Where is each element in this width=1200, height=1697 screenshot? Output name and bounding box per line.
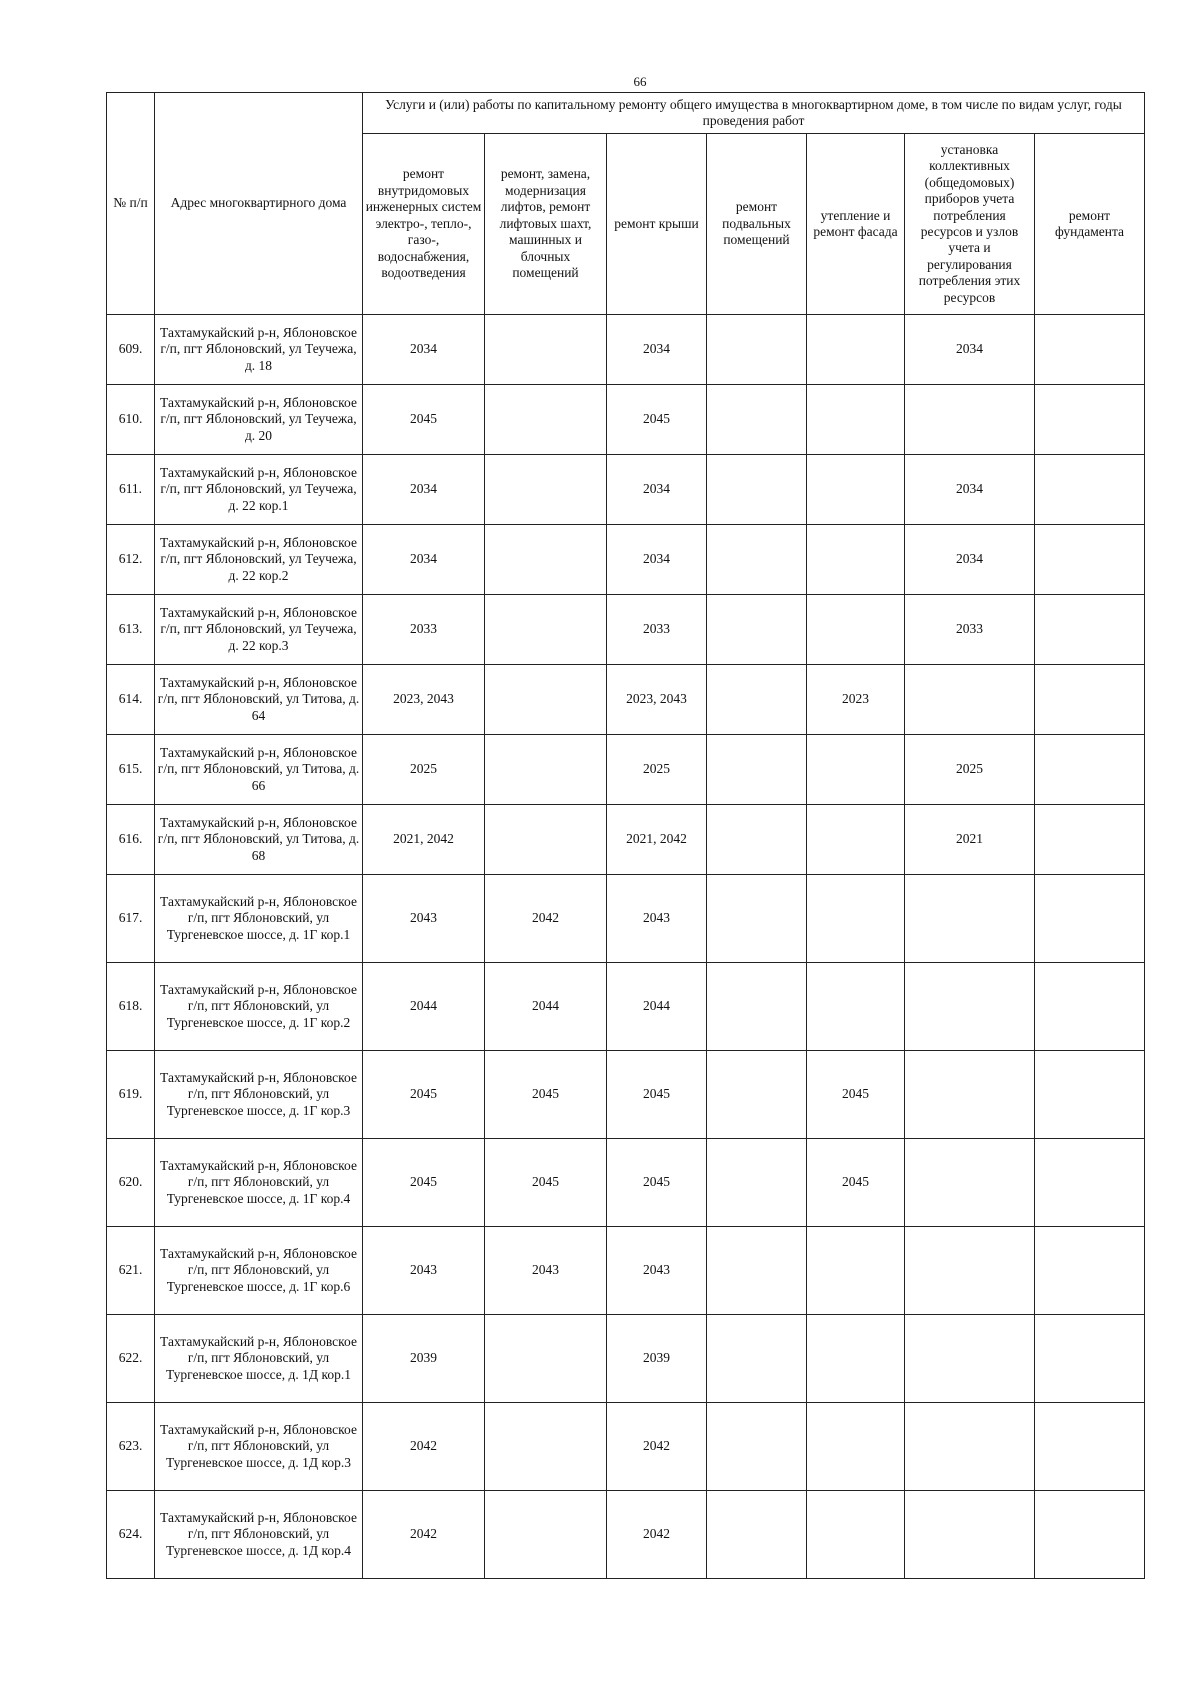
cell-engineering-systems: 2042 [363,1491,485,1579]
cell-roof: 2045 [607,385,707,455]
cell-roof: 2045 [607,1051,707,1139]
cell-roof: 2043 [607,875,707,963]
cell-facade: 2045 [807,1051,905,1139]
cell-roof: 2034 [607,315,707,385]
cell-engineering-systems: 2034 [363,315,485,385]
header-number: № п/п [107,93,155,315]
cell-foundation [1035,385,1145,455]
row-address: Тахтамукайский р-н, Яблоновское г/п, пгт Яблоновский, ул Титова, д. 68 [155,805,363,875]
row-number: 615. [107,735,155,805]
cell-basement [707,1403,807,1491]
row-number: 622. [107,1315,155,1403]
cell-engineering-systems: 2045 [363,385,485,455]
cell-engineering-systems: 2021, 2042 [363,805,485,875]
cell-roof: 2033 [607,595,707,665]
row-address: Тахтамукайский р-н, Яблоновское г/п, пгт Яблоновский, ул Тургеневское шоссе, д. 1Г кор.3 [155,1051,363,1139]
row-address: Тахтамукайский р-н, Яблоновское г/п, пгт Яблоновский, ул Теучежа, д. 20 [155,385,363,455]
cell-elevators [485,315,607,385]
header-engineering-systems: ремонт внутридомовых инженерных систем электро-, тепло-, газо-, водоснабжения, водоотведения [363,134,485,315]
page-number: 66 [633,74,647,89]
cell-elevators [485,1315,607,1403]
row-address: Тахтамукайский р-н, Яблоновское г/п, пгт Яблоновский, ул Титова, д. 64 [155,665,363,735]
cell-roof: 2043 [607,1227,707,1315]
cell-roof: 2023, 2043 [607,665,707,735]
cell-basement [707,455,807,525]
cell-roof: 2042 [607,1403,707,1491]
cell-engineering-systems: 2034 [363,455,485,525]
cell-facade [807,1227,905,1315]
row-address: Тахтамукайский р-н, Яблоновское г/п, пгт Яблоновский, ул Теучежа, д. 22 кор.1 [155,455,363,525]
row-number: 621. [107,1227,155,1315]
cell-basement [707,665,807,735]
cell-facade [807,963,905,1051]
cell-basement [707,1315,807,1403]
cell-facade: 2045 [807,1139,905,1227]
row-number: 620. [107,1139,155,1227]
cell-elevators [485,735,607,805]
cell-elevators [485,455,607,525]
table-row [107,665,1145,735]
cell-meters: 2021 [905,805,1035,875]
cell-basement [707,595,807,665]
cell-facade [807,1491,905,1579]
cell-meters [905,385,1035,455]
cell-basement [707,735,807,805]
cell-roof: 2034 [607,525,707,595]
cell-meters: 2034 [905,525,1035,595]
cell-foundation [1035,1139,1145,1227]
table-row [107,1051,1145,1139]
cell-elevators: 2045 [485,1139,607,1227]
header-roof: ремонт крыши [607,134,707,315]
row-number: 619. [107,1051,155,1139]
row-address: Тахтамукайский р-н, Яблоновское г/п, пгт Яблоновский, ул Тургеневское шоссе, д. 1Г кор.1 [155,875,363,963]
cell-meters: 2034 [905,455,1035,525]
table-row [107,1227,1145,1315]
table-row [107,455,1145,525]
row-number: 623. [107,1403,155,1491]
cell-engineering-systems: 2044 [363,963,485,1051]
cell-roof: 2039 [607,1315,707,1403]
row-address: Тахтамукайский р-н, Яблоновское г/п, пгт Яблоновский, ул Теучежа, д. 18 [155,315,363,385]
cell-foundation [1035,735,1145,805]
cell-roof: 2034 [607,455,707,525]
capital-repair-table [106,92,1145,1579]
cell-engineering-systems: 2039 [363,1315,485,1403]
cell-basement [707,805,807,875]
header-basement: ремонт подвальных помещений [707,134,807,315]
cell-roof: 2045 [607,1139,707,1227]
cell-foundation [1035,525,1145,595]
cell-foundation [1035,595,1145,665]
row-number: 617. [107,875,155,963]
cell-engineering-systems: 2045 [363,1139,485,1227]
cell-meters [905,665,1035,735]
cell-basement [707,963,807,1051]
cell-roof: 2025 [607,735,707,805]
cell-basement [707,1051,807,1139]
cell-facade: 2023 [807,665,905,735]
cell-meters [905,875,1035,963]
cell-elevators [485,665,607,735]
row-address: Тахтамукайский р-н, Яблоновское г/п, пгт Яблоновский, ул Теучежа, д. 22 кор.2 [155,525,363,595]
cell-facade [807,1315,905,1403]
row-address: Тахтамукайский р-н, Яблоновское г/п, пгт Яблоновский, ул Тургеневское шоссе, д. 1Д кор.1 [155,1315,363,1403]
cell-foundation [1035,875,1145,963]
cell-foundation [1035,1315,1145,1403]
cell-elevators [485,595,607,665]
cell-elevators [485,1491,607,1579]
row-number: 612. [107,525,155,595]
cell-basement [707,1139,807,1227]
cell-foundation [1035,963,1145,1051]
cell-elevators: 2042 [485,875,607,963]
cell-facade [807,385,905,455]
table-row [107,595,1145,665]
cell-meters: 2025 [905,735,1035,805]
row-address: Тахтамукайский р-н, Яблоновское г/п, пгт Яблоновский, ул Тургеневское шоссе, д. 1Д кор.4 [155,1491,363,1579]
cell-elevators [485,805,607,875]
cell-engineering-systems: 2042 [363,1403,485,1491]
row-address: Тахтамукайский р-н, Яблоновское г/п, пгт Яблоновский, ул Тургеневское шоссе, д. 1Г кор.4 [155,1139,363,1227]
table-body [107,315,1145,1579]
row-number: 616. [107,805,155,875]
cell-facade [807,315,905,385]
cell-facade [807,735,905,805]
table-row [107,1403,1145,1491]
cell-engineering-systems: 2025 [363,735,485,805]
row-number: 610. [107,385,155,455]
cell-facade [807,455,905,525]
cell-meters [905,963,1035,1051]
cell-facade [807,595,905,665]
row-address: Тахтамукайский р-н, Яблоновское г/п, пгт Яблоновский, ул Тургеневское шоссе, д. 1Г кор.6 [155,1227,363,1315]
cell-facade [807,805,905,875]
row-number: 609. [107,315,155,385]
table-row [107,735,1145,805]
cell-elevators [485,385,607,455]
table-row [107,875,1145,963]
table-row [107,1315,1145,1403]
table-row [107,315,1145,385]
cell-meters [905,1491,1035,1579]
cell-roof: 2044 [607,963,707,1051]
cell-foundation [1035,1051,1145,1139]
cell-roof: 2021, 2042 [607,805,707,875]
cell-basement [707,1227,807,1315]
cell-meters [905,1139,1035,1227]
cell-elevators: 2044 [485,963,607,1051]
cell-elevators [485,525,607,595]
table-row [107,525,1145,595]
cell-basement [707,525,807,595]
row-number: 618. [107,963,155,1051]
cell-foundation [1035,665,1145,735]
cell-engineering-systems: 2033 [363,595,485,665]
cell-elevators [485,1403,607,1491]
cell-basement [707,385,807,455]
cell-elevators: 2045 [485,1051,607,1139]
row-number: 611. [107,455,155,525]
cell-facade [807,525,905,595]
row-address: Тахтамукайский р-н, Яблоновское г/п, пгт Яблоновский, ул Тургеневское шоссе, д. 1Д кор.3 [155,1403,363,1491]
cell-roof: 2042 [607,1491,707,1579]
table-row [107,385,1145,455]
header-meters: установка коллективных (общедомовых) приборов учета потребления ресурсов и узлов учета и регулирования потребления этих ресурсов [905,134,1035,315]
cell-meters [905,1315,1035,1403]
header-elevators: ремонт, замена, модернизация лифтов, ремонт лифтовых шахт, машинных и блочных помещений [485,134,607,315]
cell-basement [707,315,807,385]
header-foundation: ремонт фундамента [1035,134,1145,315]
header-facade: утепление и ремонт фасада [807,134,905,315]
cell-meters [905,1403,1035,1491]
cell-facade [807,1403,905,1491]
cell-elevators: 2043 [485,1227,607,1315]
cell-foundation [1035,805,1145,875]
cell-engineering-systems: 2043 [363,875,485,963]
cell-foundation [1035,315,1145,385]
cell-engineering-systems: 2023, 2043 [363,665,485,735]
header-address: Адрес многоквартирного дома [155,93,363,315]
cell-meters: 2033 [905,595,1035,665]
cell-foundation [1035,1491,1145,1579]
row-number: 613. [107,595,155,665]
row-number: 614. [107,665,155,735]
row-address: Тахтамукайский р-н, Яблоновское г/п, пгт Яблоновский, ул Теучежа, д. 22 кор.3 [155,595,363,665]
cell-meters [905,1227,1035,1315]
row-address: Тахтамукайский р-н, Яблоновское г/п, пгт Яблоновский, ул Тургеневское шоссе, д. 1Г кор.2 [155,963,363,1051]
cell-engineering-systems: 2034 [363,525,485,595]
table-row [107,1491,1145,1579]
cell-facade [807,875,905,963]
cell-basement [707,1491,807,1579]
table-row [107,963,1145,1051]
cell-meters: 2034 [905,315,1035,385]
cell-foundation [1035,455,1145,525]
table-row [107,1139,1145,1227]
cell-foundation [1035,1403,1145,1491]
table-row [107,805,1145,875]
cell-meters [905,1051,1035,1139]
header-services-group: Услуги и (или) работы по капитальному ремонту общего имущества в многоквартирном доме, в том числе по видам услуг, годы проведения работ [363,93,1145,134]
cell-basement [707,875,807,963]
cell-foundation [1035,1227,1145,1315]
row-address: Тахтамукайский р-н, Яблоновское г/п, пгт Яблоновский, ул Титова, д. 66 [155,735,363,805]
cell-engineering-systems: 2045 [363,1051,485,1139]
row-number: 624. [107,1491,155,1579]
cell-engineering-systems: 2043 [363,1227,485,1315]
